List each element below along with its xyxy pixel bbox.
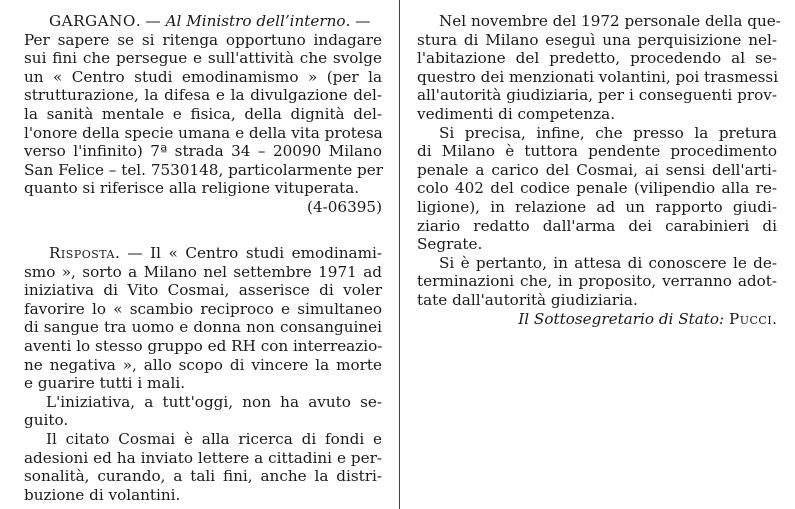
answer-line: all'autorità giudiziaria, per i conseguenti prov- bbox=[417, 86, 777, 105]
question-heading: GARGANO. — Al Ministro dell’interno. — bbox=[49, 12, 371, 30]
answer-line: stura di Milano eseguì una perquisizione nel- bbox=[417, 30, 777, 49]
question-line: strutturazione, la difesa e la divulgazione del- bbox=[24, 86, 382, 105]
answer-line: colo 402 del codice penale (vilipendio alla re- bbox=[417, 179, 777, 198]
answer-line: smo », sorto a Milano nel settembre 1971 ad bbox=[24, 262, 382, 281]
answer-label: Risposta bbox=[49, 244, 115, 262]
question-addressee: Al Ministro dell’interno bbox=[165, 12, 346, 30]
question-line: verso l'infinito) 7ª strada 34 – 20090 Milano bbox=[24, 142, 382, 161]
answer-line: ne negativa », allo scopo di vincere la morte bbox=[24, 355, 382, 374]
question-author: GARGANO bbox=[49, 12, 136, 30]
answer-line: Si è pertanto, in attesa di conoscere le de- bbox=[439, 253, 777, 272]
answer-block-right bbox=[417, 12, 781, 328]
question-block bbox=[24, 12, 382, 217]
answer-line: adesioni ed ha inviato lettere a cittadini e per- bbox=[24, 448, 382, 467]
answer-line: ziario redatto dall'arma dei carabinieri di bbox=[417, 216, 777, 235]
question-line: l'onore della specie umana e della vita protesa bbox=[24, 123, 383, 142]
question-line: sui fini che persegue e sull'attività che svolge bbox=[24, 49, 382, 68]
answer-line: sonalità, curando, a tali fini, anche la distri- bbox=[24, 467, 382, 486]
answer-line: guito. bbox=[24, 411, 69, 430]
answer-line: aventi lo stesso gruppo ed RH con interreazio- bbox=[24, 336, 383, 355]
answer-line: buzione di volantini. bbox=[24, 485, 181, 504]
answer-line: questro dei menzionati volantini, poi trasmessi bbox=[417, 67, 779, 86]
right-column bbox=[417, 0, 781, 509]
answer-line: l'abitazione del predetto, procedendo al se- bbox=[417, 49, 777, 68]
answer-line: iniziativa di Vito Cosmai, asserisce di voler bbox=[24, 281, 382, 300]
question-line: un « Centro studi emodinamismo » (per la bbox=[24, 67, 382, 86]
answer-line: di sangue tra uomo e donna non consanguinei bbox=[24, 318, 382, 337]
answer-line: terminazioni che, in proposito, verranno adot- bbox=[417, 272, 777, 291]
answer-heading: Risposta. — Il « Centro studi emodinami- bbox=[49, 244, 382, 262]
answer-line: e guarire tutti i mali. bbox=[24, 374, 186, 393]
answer-line: penale a carico del Cosmai, ai sensi dell'arti- bbox=[417, 160, 777, 179]
answer-line: vedimenti di competenza. bbox=[417, 104, 616, 123]
answer-line: Il citato Cosmai è alla ricerca di fondi e bbox=[46, 429, 382, 448]
signature: Il Sottosegretario di Stato: Pucci. bbox=[518, 309, 777, 328]
column-divider bbox=[399, 0, 400, 509]
answer-line: favorire lo « scambio reciproco e simultaneo bbox=[24, 299, 382, 318]
answer-line: tate dall'autorità giudiziaria. bbox=[417, 290, 638, 309]
answer-line: Si precisa, infine, che presso la pretura bbox=[439, 123, 777, 142]
question-line: San Felice – tel. 7530148, particolarmente per bbox=[24, 160, 383, 179]
answer-line: Nel novembre del 1972 personale della que- bbox=[439, 12, 781, 30]
answer-line: di Milano è tuttora pendente procedimento bbox=[417, 142, 777, 161]
question-code: (4-06395) bbox=[307, 197, 382, 216]
answer-line: Segrate. bbox=[417, 235, 483, 254]
answer-line: L'iniziativa, a tutt'oggi, non ha avuto se- bbox=[46, 392, 382, 411]
question-line: la sanità mentale e fisica, della dignità del- bbox=[24, 104, 382, 123]
question-line: Per sapere se si ritenga opportuno indagare bbox=[24, 30, 382, 49]
left-column bbox=[24, 0, 382, 509]
question-line: quanto si riferisce alla religione vituperata. bbox=[24, 179, 360, 198]
answer-block-left bbox=[24, 244, 382, 504]
answer-line: ligione), in relazione ad un rapporto giudi- bbox=[417, 197, 777, 216]
